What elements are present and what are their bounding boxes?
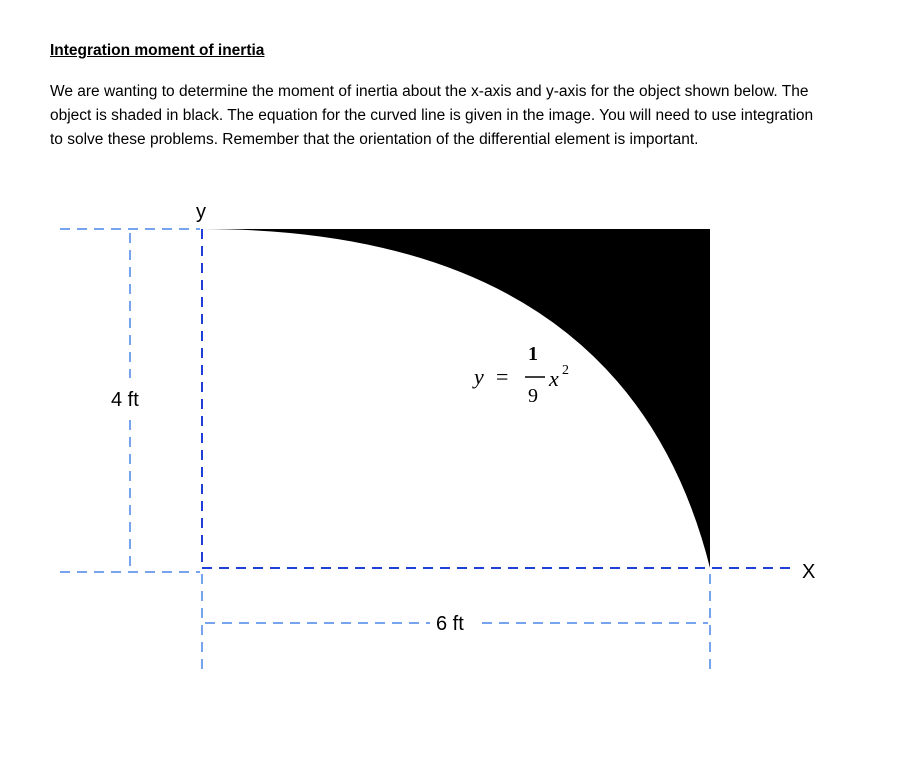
equation-denominator: 9 [528, 385, 538, 407]
width-dimension-label: 6 ft [436, 613, 464, 635]
y-axis-label: y [196, 201, 206, 223]
equation-exponent: 2 [562, 363, 569, 378]
equation-lhs: y [474, 364, 484, 389]
shaded-region [202, 229, 710, 568]
height-dimension-label: 4 ft [111, 389, 139, 411]
problem-description: We are wanting to determine the moment of inertia about the x-axis and y-axis for the object shown below. The object is shaded in black. The equation for the curved line is given in the image. You will need to use integration to solve these problems. Remember that the orientation of the differential element is important. [50, 83, 814, 148]
equation-equals: = [496, 364, 509, 389]
x-axis-label: X [802, 561, 816, 583]
document-title: Integration moment of inertia [50, 42, 265, 59]
curve-equation [472, 343, 569, 407]
equation-numerator: 1 [528, 343, 538, 365]
equation-variable: x [549, 366, 559, 391]
